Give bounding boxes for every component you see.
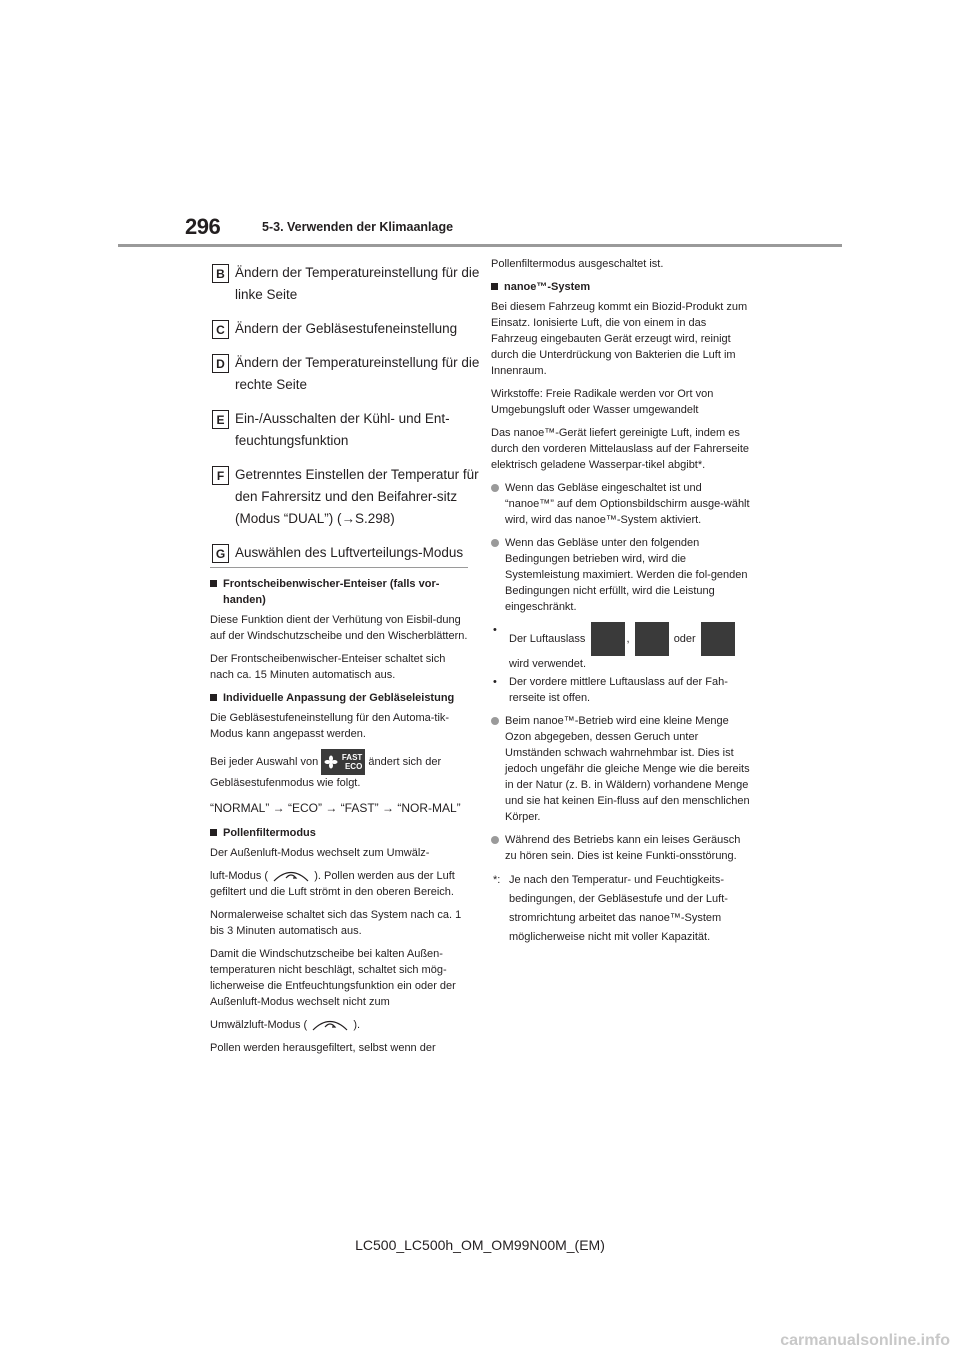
recirculation-icon	[310, 1017, 350, 1033]
fast-eco-fan-icon	[321, 749, 365, 775]
key-item-b	[212, 262, 482, 306]
fan-p2-after: ändert sich der Gebläsestufenmodus wie folgt.	[210, 755, 442, 789]
key-text: Getrenntes Einstellen der Temperatur für den Fahrersitz und den Beifahrer-sitz (Modus “DUAL”) (→S.298)	[235, 467, 479, 526]
fan-icon	[324, 755, 338, 769]
air-outlet-upper-icon	[591, 622, 625, 656]
pollen-p2-after: ). Pollen werden aus der Luft gefiltert und die Luft strömt in den oberen Bereich.	[210, 870, 455, 899]
key-item-e	[212, 408, 482, 452]
nanoe-heading-text: nanoe™-System	[504, 281, 591, 293]
section-title: 5-3. Verwenden der Klimaanlage	[262, 220, 454, 234]
circle-bullet-icon	[491, 836, 499, 844]
wiper-p1: Diese Funktion dient der Verhütung von Eisbil-dung auf der Windschutzscheibe und den Wischerblättern.	[210, 614, 468, 642]
fan-heading-text: Individuelle Anpassung der Gebläseleistung	[223, 692, 455, 704]
fan-p1: Die Gebläsestufeneinstellung für den Automa-tik-Modus kann angepasst werden.	[210, 712, 450, 740]
key-badge: C	[212, 320, 229, 339]
key-text: Ändern der Temperatureinstellung für die rechte Seite	[235, 355, 480, 392]
nanoe-heading	[491, 279, 753, 295]
bullet-text: Beim nanoe™-Betrieb wird eine kleine Menge Ozon abgegeben, dessen Geruch unter Umständen schwach wahrnehmbar ist. Dies ist jedoch ungefähr die gleiche Menge wie die bereits in der Natur (z. B. in Wäldern) vorhandene Menge und sie hat keinen Ein-fluss auf den menschlichen Körper.	[505, 715, 750, 823]
key-list	[212, 262, 482, 576]
pollen-p5	[210, 1017, 470, 1033]
nanoe-bullet-3	[491, 713, 753, 825]
sub1-before: Der Luftauslass	[509, 632, 586, 645]
key-text: Auswählen des Luftverteilungs-Modus	[235, 545, 464, 560]
fan-p2-before: Bei jeder Auswahl von	[210, 755, 319, 768]
square-bullet-icon	[210, 829, 217, 836]
bullet-text: Während des Betriebs kann ein leises Geräusch zu hören sein. Dies ist keine Funkti-onsstörung.	[505, 834, 741, 862]
square-bullet-icon	[210, 694, 217, 701]
nanoe-bullet-4	[491, 832, 753, 864]
wiper-p2: Der Frontscheibenwischer-Enteiser schaltet sich nach ca. 15 Minuten automatisch aus.	[210, 653, 446, 681]
pollen-heading-text: Pollenfiltermodus	[223, 827, 316, 839]
fan-heading	[210, 690, 470, 706]
pollen-p6: Pollen werden herausgefiltert, selbst wenn der	[210, 1042, 436, 1055]
key-item-g	[212, 542, 482, 564]
pollen-p5-before: Umwälzluft-Modus (	[210, 1019, 308, 1032]
wiper-heading	[210, 576, 470, 608]
sub-item-1-content	[509, 622, 737, 672]
watermark: carmanualsonline.info	[780, 1332, 950, 1349]
left-column	[210, 566, 470, 1063]
key-item-d	[212, 352, 482, 396]
sub1-comma: ,	[626, 632, 630, 645]
wiper-heading-text: Frontscheibenwischer-Enteiser (falls vor-handen)	[223, 578, 440, 606]
circle-bullet-icon	[491, 717, 499, 725]
nanoe-p3: Das nanoe™-Gerät liefert gereinigte Luft, indem es durch den vorderen Mittelauslass auf der Fahrerseite elektrisch geladene Wasserpar-tikel abgibt*.	[491, 427, 750, 471]
square-bullet-icon	[210, 580, 217, 587]
nanoe-bullet-2	[491, 535, 753, 615]
fan-icon-top-label: FAST	[341, 753, 363, 762]
circle-bullet-icon	[491, 539, 499, 547]
fan-p2	[210, 749, 470, 791]
key-item-c	[212, 318, 482, 340]
air-outlet-lower-icon	[701, 622, 735, 656]
sub-item-1	[491, 622, 753, 672]
page-number: 296	[185, 214, 221, 239]
pollen-p4: Damit die Windschutzscheibe bei kalten Außen-temperaturen nicht beschlägt, schaltet sich mög-licherweise die Entfeuchtungsfunktion ein oder der Außenluft-Modus wechselt nicht zum	[210, 948, 456, 1009]
footer-doc-code: LC500_LC500h_OM_OM99N00M_(EM)	[355, 1237, 605, 1253]
sub1-after: wird verwendet.	[509, 658, 587, 670]
right-column	[491, 256, 753, 949]
sub1-or: oder	[673, 632, 696, 645]
air-outlet-upper-lower-icon	[635, 622, 669, 656]
footnote-text: Je nach den Temperatur- und Feuchtigkeits-bedingungen, der Gebläsestufe und der Luft-stromrichtung arbeitet das nanoe™-System möglicherweise nicht mit voller Kapazität.	[509, 874, 728, 943]
pollen-p2-before: luft-Modus (	[210, 870, 269, 882]
pollen-heading	[210, 825, 470, 841]
nanoe-p2: Wirkstoffe: Freie Radikale werden vor Ort von Umgebungsluft oder Wasser umgewandelt	[491, 388, 714, 416]
sub-item-2	[491, 674, 753, 706]
key-text: Ändern der Gebläsestufeneinstellung	[235, 321, 458, 336]
footnote-mark: *:	[493, 874, 501, 886]
pollen-p3: Normalerweise schaltet sich das System nach ca. 1 bis 3 Minuten automatisch aus.	[210, 909, 462, 938]
pollen-p1: Der Außenluft-Modus wechselt zum Umwälz-	[210, 847, 430, 859]
bullet-text: Wenn das Gebläse eingeschaltet ist und “nanoe™” auf dem Optionsbildschirm ausge-wählt wird, wird das nanoe™-System aktiviert.	[505, 482, 750, 526]
fan-icon-bottom-label: ECO	[344, 762, 363, 771]
nanoe-p1: Bei diesem Fahrzeug kommt ein Biozid-Produkt zum Einsatz. Ionisierte Luft, die von einem in das Fahrzeug eingebauten Gerät erzeugt wird, reinigt durch die Unterdrückung von Bakterien die Luft im Innenraum.	[491, 301, 748, 377]
pollen-p2	[210, 868, 470, 900]
sub-item-2-text: Der vordere mittlere Luftauslass auf der Fah-rerseite ist offen.	[509, 676, 728, 704]
key-badge: F	[212, 466, 229, 485]
key-text: Ändern der Temperatureinstellung für die linke Seite	[235, 265, 480, 302]
header-rule	[118, 244, 842, 247]
fan-sequence: “NORMAL” → “ECO” → “FAST” → “NOR-MAL”	[210, 801, 461, 815]
sub-bullet-mark: •	[493, 624, 497, 636]
key-text: Ein-/Ausschalten der Kühl- und Ent-feuchtungsfunktion	[235, 411, 450, 448]
key-badge: D	[212, 354, 229, 373]
key-badge: B	[212, 264, 229, 283]
footnote	[491, 871, 753, 947]
key-badge: E	[212, 410, 229, 429]
pollen-p5-after: ).	[353, 1019, 361, 1032]
nanoe-bullet-1	[491, 480, 753, 528]
recirculation-icon	[271, 868, 311, 884]
square-bullet-icon	[491, 283, 498, 290]
circle-bullet-icon	[491, 484, 499, 492]
sub-bullet-mark: •	[493, 676, 497, 688]
key-item-f	[212, 464, 482, 530]
bullet-text: Wenn das Gebläse unter den folgenden Bedingungen betrieben wird, wird die Systemleistung maximiert. Werden die fol-genden Bedingungen nicht erfüllt, wird die Leistung eingeschränkt.	[505, 537, 748, 613]
key-badge: G	[212, 544, 229, 563]
pollen-cont: Pollenfiltermodus ausgeschaltet ist.	[491, 258, 664, 270]
